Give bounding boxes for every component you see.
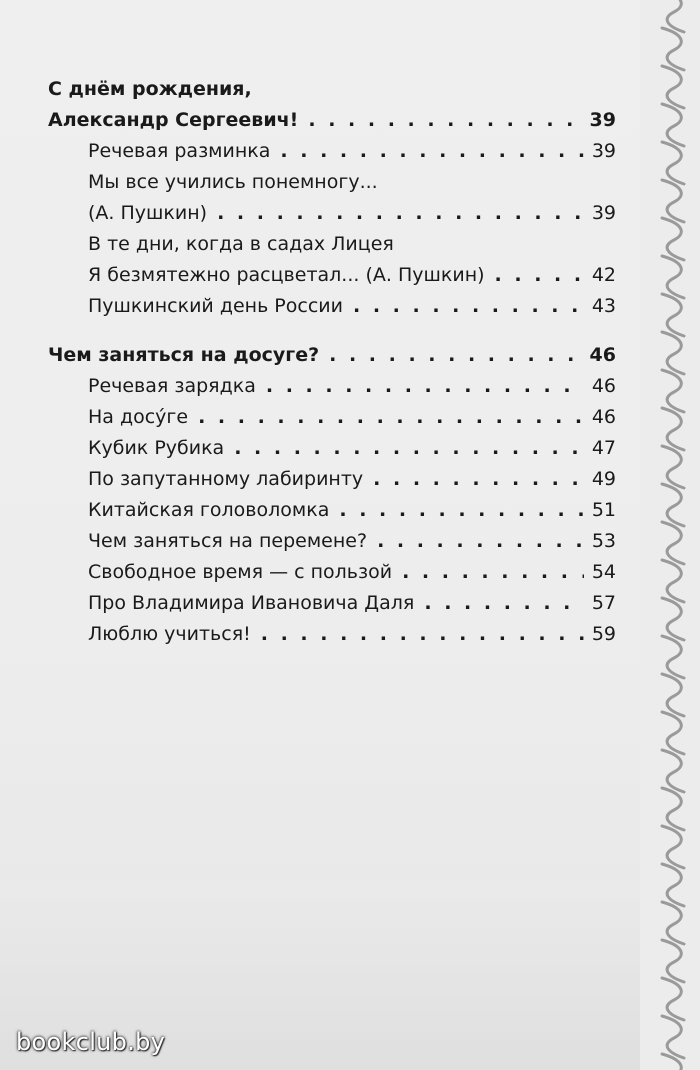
- section-title: Чем заняться на досуге?: [48, 344, 320, 366]
- page-number: 47: [591, 437, 616, 459]
- entry-title: Китайская головоломка: [88, 499, 330, 521]
- page-number: 39: [589, 109, 616, 131]
- toc-entry: [48, 433, 616, 464]
- page-number: 53: [591, 530, 616, 552]
- entry-title: По запутанному лабиринту: [88, 468, 364, 490]
- section-entry: [48, 105, 616, 136]
- watermark-text: bookclub.by: [16, 1028, 166, 1056]
- page-number: 57: [591, 592, 616, 614]
- toc-entry: [48, 464, 616, 495]
- dot-leader: [339, 495, 583, 526]
- dot-leader: [373, 464, 584, 495]
- dot-leader: [308, 105, 581, 136]
- section-title-line: С днём рождения,: [48, 78, 252, 100]
- dot-leader: [495, 260, 584, 291]
- entry-title: Люблю учиться!: [88, 623, 251, 645]
- dot-leader: [329, 340, 581, 371]
- entry-title: Я безмятежно расцветал... (А. Пушкин): [88, 264, 485, 286]
- page-number: 46: [591, 375, 616, 397]
- toc-entry: [48, 588, 616, 619]
- entry-title: Про Владимира Ивановича Даля: [88, 592, 415, 614]
- decorative-wave-border: [640, 0, 700, 1070]
- toc-entry: [48, 526, 616, 557]
- dot-leader: [353, 291, 584, 322]
- page-number: 51: [591, 499, 616, 521]
- dot-leader: [261, 619, 584, 650]
- page-number: 46: [591, 406, 616, 428]
- dot-leader: [402, 557, 584, 588]
- toc-entry: [48, 371, 616, 402]
- toc-entry: [48, 198, 616, 229]
- entry-title: Речевая зарядка: [88, 375, 256, 397]
- page-number: 39: [591, 202, 616, 224]
- entry-title: Чем заняться на перемене?: [88, 530, 368, 552]
- entry-title: На досу́ге: [88, 406, 189, 428]
- page-number: 54: [591, 561, 616, 583]
- table-of-contents: [48, 74, 616, 650]
- page-number: 59: [591, 623, 616, 645]
- entry-title: Пушкинский день России: [88, 295, 343, 317]
- page-number: 49: [591, 468, 616, 490]
- page-number: 42: [591, 264, 616, 286]
- page-number: 46: [589, 344, 616, 366]
- dot-leader: [198, 402, 584, 433]
- toc-entry: [48, 291, 616, 322]
- section-title: Александр Сергеевич!: [48, 109, 299, 131]
- toc-entry: [48, 136, 616, 167]
- page-number: 39: [591, 140, 616, 162]
- toc-entry: [48, 402, 616, 433]
- entry-title: Свободное время — с пользой: [88, 561, 393, 583]
- dot-leader: [217, 198, 584, 229]
- section-entry: [48, 340, 616, 371]
- page-number: 43: [591, 295, 616, 317]
- toc-entry: [48, 557, 616, 588]
- dot-leader: [424, 588, 583, 619]
- section-gap: [48, 322, 616, 340]
- toc-entry: [48, 619, 616, 650]
- dot-leader: [377, 526, 584, 557]
- entry-title-line: Мы все учились понемногу...: [88, 171, 378, 193]
- toc-entry: [48, 495, 616, 526]
- dot-leader: [266, 371, 584, 402]
- entry-title: Речевая разминка: [88, 140, 271, 162]
- entry-title-line: В те дни, когда в садах Лицея: [88, 233, 394, 255]
- dot-leader: [234, 433, 584, 464]
- dot-leader: [280, 136, 583, 167]
- entry-title: Кубик Рубика: [88, 437, 225, 459]
- entry-title: (А. Пушкин): [88, 202, 208, 224]
- toc-entry: [48, 260, 616, 291]
